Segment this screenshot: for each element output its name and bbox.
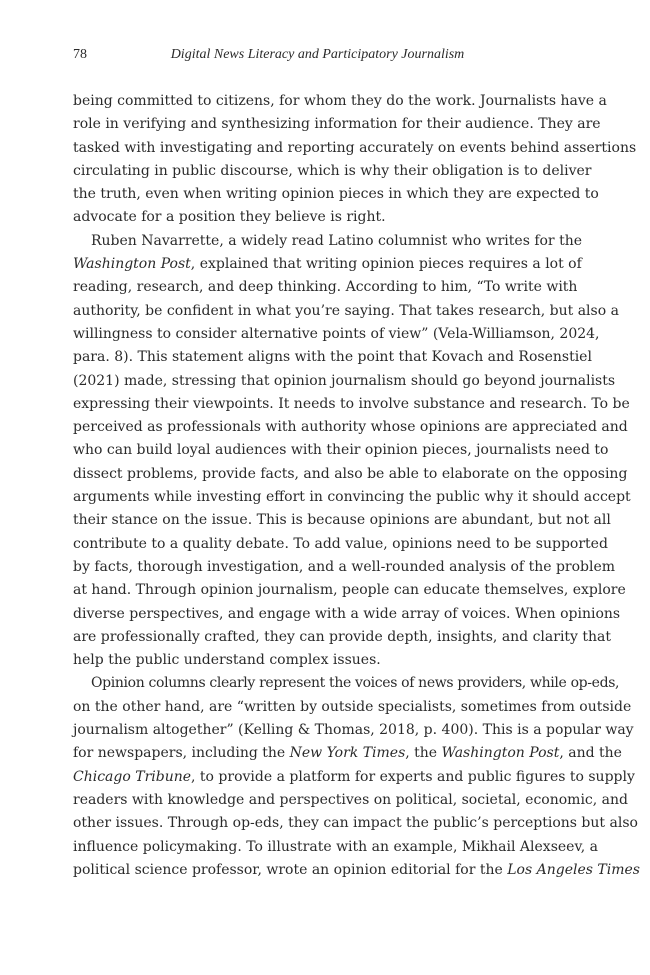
body-text: [73, 90, 640, 882]
text-line: [73, 626, 612, 649]
text-run: dissect problems, provide facts, and also be able to elaborate on the opposing: [73, 465, 628, 482]
text-run: other issues. Through op-eds, they can impact the public’s perceptions but also: [73, 815, 638, 832]
text-run: Opinion columns clearly represent the voices of news providers, while op-eds,: [91, 675, 620, 692]
italic-text-run: Washington Post: [441, 745, 560, 762]
running-title: Digital News Literacy and Participatory Journalism: [170, 47, 465, 62]
text-line: [73, 486, 631, 509]
text-run: , to provide a platform for experts and public figures to supply: [191, 768, 635, 785]
text-line: [73, 230, 583, 253]
text-run: at hand. Through opinion journalism, people can educate themselves, explore: [73, 582, 626, 599]
text-line: [73, 812, 638, 835]
text-line: [73, 672, 620, 695]
text-run: readers with knowledge and perspectives on political, societal, economic, and: [73, 791, 629, 808]
text-run: influence policymaking. To illustrate with an example, Mikhail Alexseev, a: [73, 838, 598, 855]
text-run: , the: [405, 745, 442, 762]
text-line: [73, 463, 628, 486]
text-line: [73, 579, 626, 602]
text-line: [73, 509, 611, 532]
text-line: [73, 859, 640, 882]
italic-text-run: New York Times: [289, 745, 406, 762]
text-run: advocate for a position they believe is right.: [73, 209, 386, 226]
text-run: perceived as professionals with authority whose opinions are appreciated and: [73, 419, 628, 436]
text-run: arguments while investing effort in convincing the public why it should accept: [73, 489, 631, 506]
text-run: para. 8). This statement aligns with the point that Kovach and Rosenstiel: [73, 349, 592, 366]
page-number: 78: [73, 47, 87, 62]
text-line: [73, 439, 609, 462]
text-line: [73, 836, 598, 859]
text-run: willingness to consider alternative points of view” (Vela-Williamson, 2024,: [73, 325, 600, 342]
text-line: [73, 556, 616, 579]
text-run: who can build loyal audiences with their opinion pieces, journalists need to: [73, 442, 609, 459]
text-run: , explained that writing opinion pieces requires a lot of: [190, 256, 582, 273]
text-run: by facts, thorough investigation, and a well-rounded analysis of the problem: [73, 558, 616, 575]
text-line: [73, 649, 562, 672]
text-run: circulating in public discourse, which is why their obligation is to deliver: [73, 162, 592, 179]
text-run: the truth, even when writing opinion pieces in which they are expected to: [73, 186, 599, 203]
text-run: Ruben Navarrette, a widely read Latino columnist who writes for the: [91, 232, 583, 249]
text-run: are professionally crafted, they can provide depth, insights, and clarity that: [73, 628, 612, 645]
text-run: reading, research, and deep thinking. According to him, “To write with: [73, 279, 578, 296]
text-line: [73, 603, 621, 626]
text-run: diverse perspectives, and engage with a wide array of voices. When opinions: [73, 605, 621, 622]
text-line: [73, 183, 599, 206]
text-line: [73, 370, 616, 393]
italic-text-run: Chicago Tribune: [73, 768, 192, 785]
text-run: on the other hand, are “written by outside specialists, sometimes from outside: [73, 698, 632, 715]
text-line: [73, 719, 634, 742]
text-line: [73, 416, 628, 439]
text-line: [73, 323, 600, 346]
text-line: [73, 160, 592, 183]
text-line: [73, 393, 630, 416]
text-run: being committed to citizens, for whom they do the work. Journalists have a: [73, 93, 607, 109]
text-line: [73, 113, 601, 136]
text-line: [73, 276, 578, 299]
text-run: tasked with investigating and reporting accurately on events behind assertions: [73, 139, 637, 156]
text-line: [73, 789, 629, 812]
running-head: [73, 44, 562, 66]
text-line: [73, 533, 608, 556]
text-run: expressing their viewpoints. It needs to involve substance and research. To be: [73, 395, 630, 412]
text-line: [73, 766, 635, 789]
text-run: , and the: [559, 745, 622, 762]
text-run: for newspapers, including the: [73, 745, 290, 762]
italic-text-run: Los Angeles Times: [507, 861, 640, 878]
text-line: [73, 137, 637, 160]
text-run: (2021) made, stressing that opinion journalism should go beyond journalists: [73, 372, 616, 389]
text-run: their stance on the issue. This is because opinions are abundant, but not all: [73, 512, 611, 529]
text-run: contribute to a quality debate. To add value, opinions need to be supported: [73, 535, 608, 552]
text-run: authority, be confident in what you’re saying. That takes research, but also a: [73, 302, 619, 319]
text-line: [73, 300, 619, 323]
book-page: [73, 0, 640, 975]
text-line: [73, 206, 562, 229]
text-line: [73, 696, 632, 719]
text-run: role in verifying and synthesizing information for their audience. They are: [73, 116, 601, 133]
text-line: [73, 742, 622, 765]
text-line: [73, 253, 582, 276]
text-run: journalism altogether” (Kelling & Thomas, 2018, p. 400). This is a popular way: [73, 722, 634, 739]
text-run: political science professor, wrote an opinion editorial for the: [73, 861, 508, 878]
text-line: [73, 346, 592, 369]
text-run: help the public understand complex issues.: [73, 652, 381, 669]
italic-text-run: Washington Post: [73, 256, 191, 273]
text-line: [73, 90, 607, 113]
